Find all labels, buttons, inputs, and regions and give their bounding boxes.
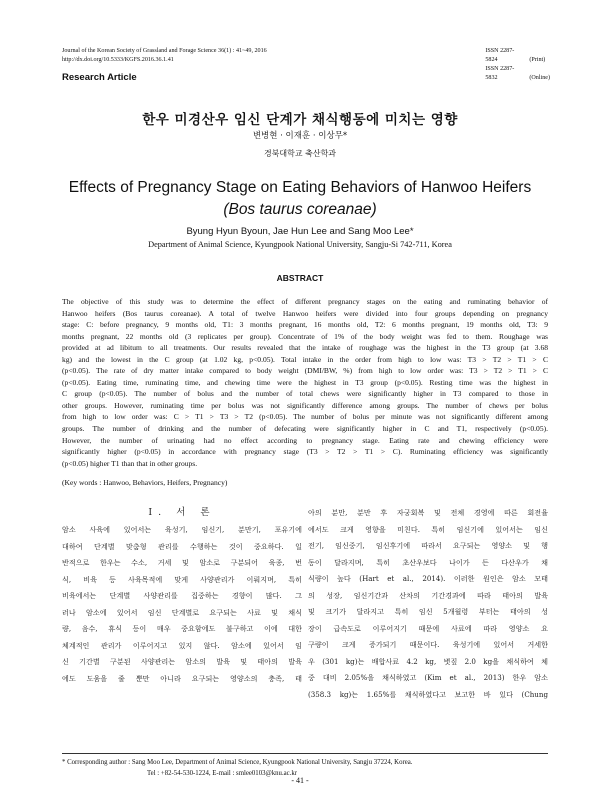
abstract-line: significantly higher (p<0.05) in accordance with pregnancy stage (T3 > T2 > T1 > C). Ruminating efficiency was significantly <box>62 447 548 457</box>
abstract-line: Hanwoo heifers (Bos taurus coreanae). A total of twelve Hanwoo heifers were divided into four groups depending on pregnancy <box>62 308 548 318</box>
body-line: 및 크기가 달라지고 특히 임신 5개월령 부터는 태아의 성 <box>308 607 548 617</box>
body-line: 에도 도움을 줄 뿐만 아니라 요구되는 영양소의 충족, 태 <box>62 673 302 683</box>
english-title: Effects of Pregnancy Stage on Eating Behaviors of Hanwoo Heifers <box>68 179 532 196</box>
abstract-line: from high to low order was: C > T1 > T3 > T2 (p<0.05). The number of bolus per minute was not significantly different among <box>62 412 548 422</box>
right-column <box>308 505 548 704</box>
article-type: Research Article <box>62 72 137 83</box>
abstract-line: provided at ad libitum to all treatments. Our results revealed that the intake of roughage was the highest in the T3 group (at 3.68 <box>62 343 548 353</box>
english-authors: Byung Hyun Byoun, Jae Hun Lee and Sang Moo Lee* <box>186 226 414 237</box>
page-number: - 41 - <box>291 776 309 785</box>
abstract-line: C group (p<0.05). The number of bolus and the number of total chews were significantly higher in T3 compared to those in <box>62 389 548 399</box>
abstract-line: groups. The number of drinking and the number of defecating were significantly higher in C and T1, respectively (p<0.05). <box>62 424 548 434</box>
doi-link[interactable]: http://dx.doi.org/10.5333/KGFS.2016.36.1.41 <box>62 57 174 63</box>
footnote-divider <box>62 753 548 754</box>
english-title-species: (Bos taurus coreanae) <box>223 201 377 218</box>
body-line: 전기, 임신중기, 임신후기에 따라서 요구되는 영양소 및 행 <box>308 541 548 551</box>
abstract-line: other groups. However, ruminating time per bolus was not significantly difference among groups. The number of chews per bolus <box>62 400 548 410</box>
footnote-line-1: * Corresponding author : Sang Moo Lee, Department of Animal Science, Kyungpook National University, Sangju 37224, Korea. <box>62 759 413 766</box>
body-line: 중 대비 2.05%을 채식하였고 (Kim et al., 2013) 한우 암소 <box>308 673 548 683</box>
body-line: 장이 급속도로 이루어지기 때문에 사료에 따라 영양소 요 <box>308 623 548 633</box>
body-line: 구량이 크게 증가되기 때문이다. 육성기에 있어서 거세한 <box>308 640 548 650</box>
journal-header <box>62 47 267 65</box>
body-line: 식, 비육 등 사육목적에 맞게 사양관리가 이뤄지며, 특히 <box>62 574 302 584</box>
abstract-line: stage: C: before pregnancy, 9 months old, T1: 3 months pregnant, 16 months old, T2: 6 months pregnant, 19 months old, T3: 9 <box>62 320 548 330</box>
body-line: 아의 분만, 분만 후 자궁회복 및 전체 경영에 따른 회전율 <box>308 508 548 517</box>
body-line: 신 기간별 구분된 사양관리는 암소의 발육 및 태아의 발육 <box>62 657 302 667</box>
korean-authors: 변병현 · 이재훈 · 이상무* <box>252 131 348 141</box>
journal-citation: Journal of the Korean Society of Grassland and Forage Science 36(1) : 41~49, 2016 <box>62 48 267 54</box>
abstract-line: (p<0.05) higher T1 than that in other groups. <box>62 458 198 468</box>
abstract-line: months pregnant, 22 months old (3 replicates per group). Concentrate of 1% of the body weight was fed to them. Roughage was <box>62 331 548 341</box>
korean-title: 한우 미경산우 임신 단계가 채식행동에 미치는 영향 <box>142 112 458 128</box>
footnote-line-2: Tel : +82-54-530-1224, E-mail : smlee0103@knu.ac.kr <box>147 770 298 777</box>
body-line: 체계적인 관리가 이루어지고 있지 않다. 암소에 있어서 임 <box>62 640 302 650</box>
body-line: 식량이 높다 (Hart et al., 2014). 이러한 원인은 암소 모태 <box>308 574 548 584</box>
issn-block <box>485 47 550 83</box>
body-line: 암소 사육에 있어서는 육성기, 임신기, 분만기, 포유기에 <box>62 525 302 534</box>
abstract-line: The objective of this study was to determine the effect of different pregnancy stages on the eating and ruminating behavior of <box>62 297 548 306</box>
left-column <box>62 505 302 687</box>
body-line: 량, 음수, 휴식 등이 매우 중요함에도 불구하고 이에 대한 <box>62 624 302 634</box>
abstract-body <box>62 296 548 469</box>
keywords: (Key words : Hanwoo, Behaviors, Heifers, Pregnancy) <box>62 478 228 487</box>
body-line: 비육에서는 단계별 사양관리를 집중하는 경향이 많다. 그 <box>62 591 302 601</box>
english-affiliation: Department of Animal Science, Kyungpook National University, Sangju-Si 742-711, Korea <box>148 240 452 249</box>
body-line: 의 성장, 임신기간과 산차의 기간경과에 따라 태아의 발육 <box>308 590 548 600</box>
korean-affiliation: 경북대학교 축산학과 <box>263 149 337 158</box>
abstract-line: kg) and the lowest in the C group (at 1.02 kg, p<0.05). Total intake in the order from high to low was: T3 > T2 > T1 > C <box>62 354 548 364</box>
body-line: 러나 암소에 있어서 임신 단계별로 요구되는 사료 및 채식 <box>62 607 302 617</box>
section-heading-introduction: Ⅰ. 서 론 <box>148 507 216 518</box>
abstract-line: However, the number of urinating had no effect according to pregnancy stage. Eating rate and chewing efficiency were <box>62 435 548 445</box>
body-line: 우 (301 kg)는 배합사료 4.2 kg, 볏짚 2.0 kg을 채식하여 체 <box>308 656 548 666</box>
body-line: (358.3 kg)는 1.65%를 채식하였다고 보고한 바 있다 (Chung <box>308 690 548 700</box>
abstract-heading: ABSTRACT <box>276 273 324 283</box>
body-line: 에서도 크게 영향을 미친다. 특히 임신기에 있어서는 임신 <box>308 524 548 534</box>
body-line: 반적으로 한우는 수소, 거세 및 암소로 구분되어 육종, 번 <box>62 558 302 568</box>
issn-online: ISSN 2287-5832 (Online) <box>485 66 550 81</box>
body-line: 대하여 단계별 맞춤형 관리를 수행하는 것이 중요하다. 일 <box>62 541 302 551</box>
abstract-line: (p<0.05). The rate of dry matter intake compared to body weight (DMI/BW, %) from high to low order was: T3 > T2 > T1 > C <box>62 366 548 376</box>
abstract-line: (p<0.05). Eating time, ruminating time, and chewing time were the highest in T3 group (p<0.05). Resting time was the highest in <box>62 377 548 387</box>
body-line: 동이 달라지며, 특히 초산우보다 나이가 든 다산우가 채 <box>308 557 548 567</box>
issn-print: ISSN 2287-5824 (Print) <box>485 48 546 63</box>
